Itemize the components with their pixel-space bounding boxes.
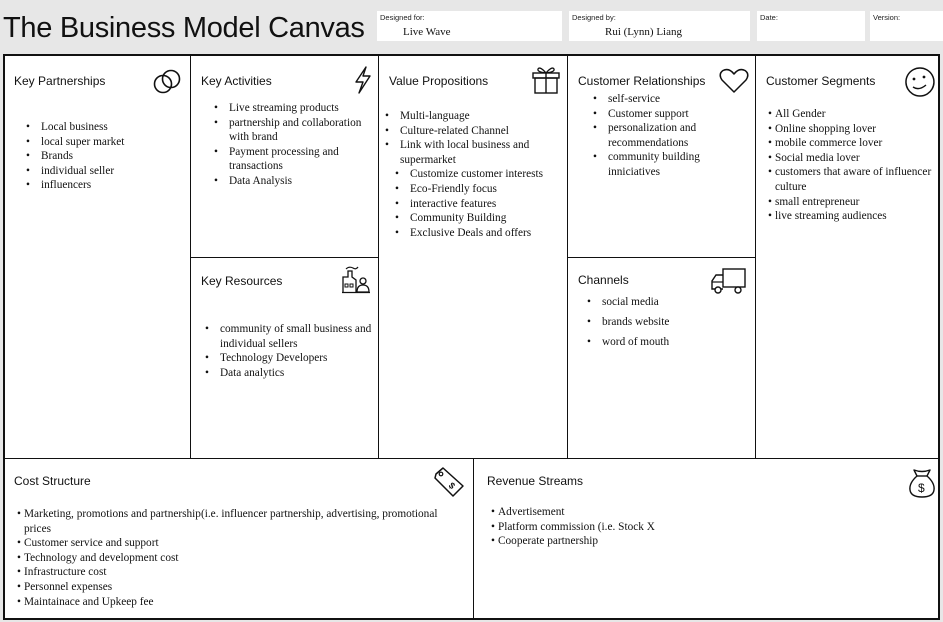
factory-worker-icon [341,266,371,294]
designed-by-label: Designed by: [572,13,616,22]
list-item: • Eco-Friendly focus [394,182,564,197]
list-item: • Technology Developers [204,351,372,366]
list-item: • Local business [25,120,185,135]
list-item: • Advertisement [491,505,911,520]
truck-icon [711,267,747,295]
customer-relationships-heading: Customer Relationships [578,74,706,88]
list-item: • live streaming audiences [768,209,933,224]
list-item: • community of small business and individual sellers [204,322,372,351]
customer-relationships-list [592,92,742,180]
value-propositions-list [384,109,564,240]
list-item: • community building inniciatives [592,150,742,179]
list-item: • brands website [586,312,746,332]
value-propositions-heading: Value Propositions [389,74,489,88]
customer-relationships-block [567,56,755,257]
version-field[interactable] [870,11,943,41]
svg-text:$: $ [446,480,458,492]
list-item: • Cooperate partnership [491,534,911,549]
list-item: • word of mouth [586,332,746,352]
list-item: • Link with local business and supermarket [384,138,564,167]
list-item: • Payment processing and transactions [213,145,363,174]
list-item: • Data analytics [204,366,372,381]
date-field[interactable] [757,11,865,41]
link-icon [151,66,183,98]
page-title: The Business Model Canvas [3,12,365,44]
list-item: • Marketing, promotions and partnership(i.e. influencer partnership, advertising, promotional prices [17,507,457,536]
key-resources-block [190,257,378,458]
lightning-icon [353,66,373,94]
key-partnerships-block [5,56,190,458]
list-item: • Customer service and support [17,536,457,551]
list-item: • personalization and recommendations [592,121,742,150]
revenue-streams-list [491,505,911,549]
list-item: • All Gender [768,107,933,122]
key-resources-heading: Key Resources [201,274,283,288]
list-item: • interactive features [394,197,564,212]
key-partnerships-heading: Key Partnerships [14,74,106,88]
list-item: • Customize customer interests [394,167,564,182]
list-item: • Infrastructure cost [17,565,457,580]
gift-icon [532,65,560,95]
date-label: Date: [760,13,778,22]
revenue-streams-heading: Revenue Streams [487,474,584,488]
list-item: • influencers [25,178,185,193]
price-tag-icon [433,466,465,498]
list-item: • mobile commerce lover [768,136,933,151]
key-activities-block [190,56,378,257]
list-item: • partnership and collaboration with brand [213,116,363,145]
list-item: • Online shopping lover [768,122,933,137]
list-item: • self-service [592,92,742,107]
designed-for-label: Designed for: [380,13,425,22]
channels-heading: Channels [578,273,629,287]
svg-text:$: $ [918,481,925,495]
designed-for-value: Live Wave [403,26,451,38]
heart-icon [719,68,749,94]
channels-block [567,257,755,458]
key-resources-list [204,322,372,380]
key-activities-heading: Key Activities [201,74,272,88]
designed-for-field[interactable] [377,11,562,41]
list-item: • customers that aware of influencer culture [768,165,933,194]
customer-segments-heading: Customer Segments [766,74,876,88]
list-item: • Customer support [592,107,742,122]
list-item: • Community Building [394,211,564,226]
list-item: • Multi-language [384,109,564,124]
list-item: • Live streaming products [213,101,363,116]
key-activities-list [213,101,363,189]
version-label: Version: [873,13,901,22]
list-item: • Brands [25,149,185,164]
list-item: • Social media lover [768,151,933,166]
customer-segments-block [755,56,940,458]
key-partnerships-list [25,120,185,193]
smiley-face-icon [904,66,936,98]
revenue-streams-block [473,458,940,620]
list-item: • social media [586,292,746,312]
customer-segments-list [768,107,933,224]
list-item: • Personnel expenses [17,580,457,595]
value-propositions-block [378,56,567,458]
cost-structure-list [17,507,457,609]
list-item: • local super market [25,135,185,150]
designed-by-value: Rui (Lynn) Liang [605,26,682,38]
list-item: • Exclusive Deals and offers [394,226,564,241]
list-item: • Culture-related Channel [384,124,564,139]
list-item: • Platform commission (i.e. Stock X [491,520,911,535]
list-item: • small entrepreneur [768,195,933,210]
business-model-canvas [3,54,940,620]
cost-structure-heading: Cost Structure [14,474,91,488]
list-item: • individual seller [25,164,185,179]
list-item: • Data Analysis [213,174,363,189]
designed-by-field[interactable] [569,11,750,41]
list-item: • Maintainace and Upkeep fee [17,595,457,610]
money-bag-icon [907,467,937,499]
list-item: • Technology and development cost [17,551,457,566]
channels-list [586,292,746,352]
cost-structure-block [5,458,473,620]
